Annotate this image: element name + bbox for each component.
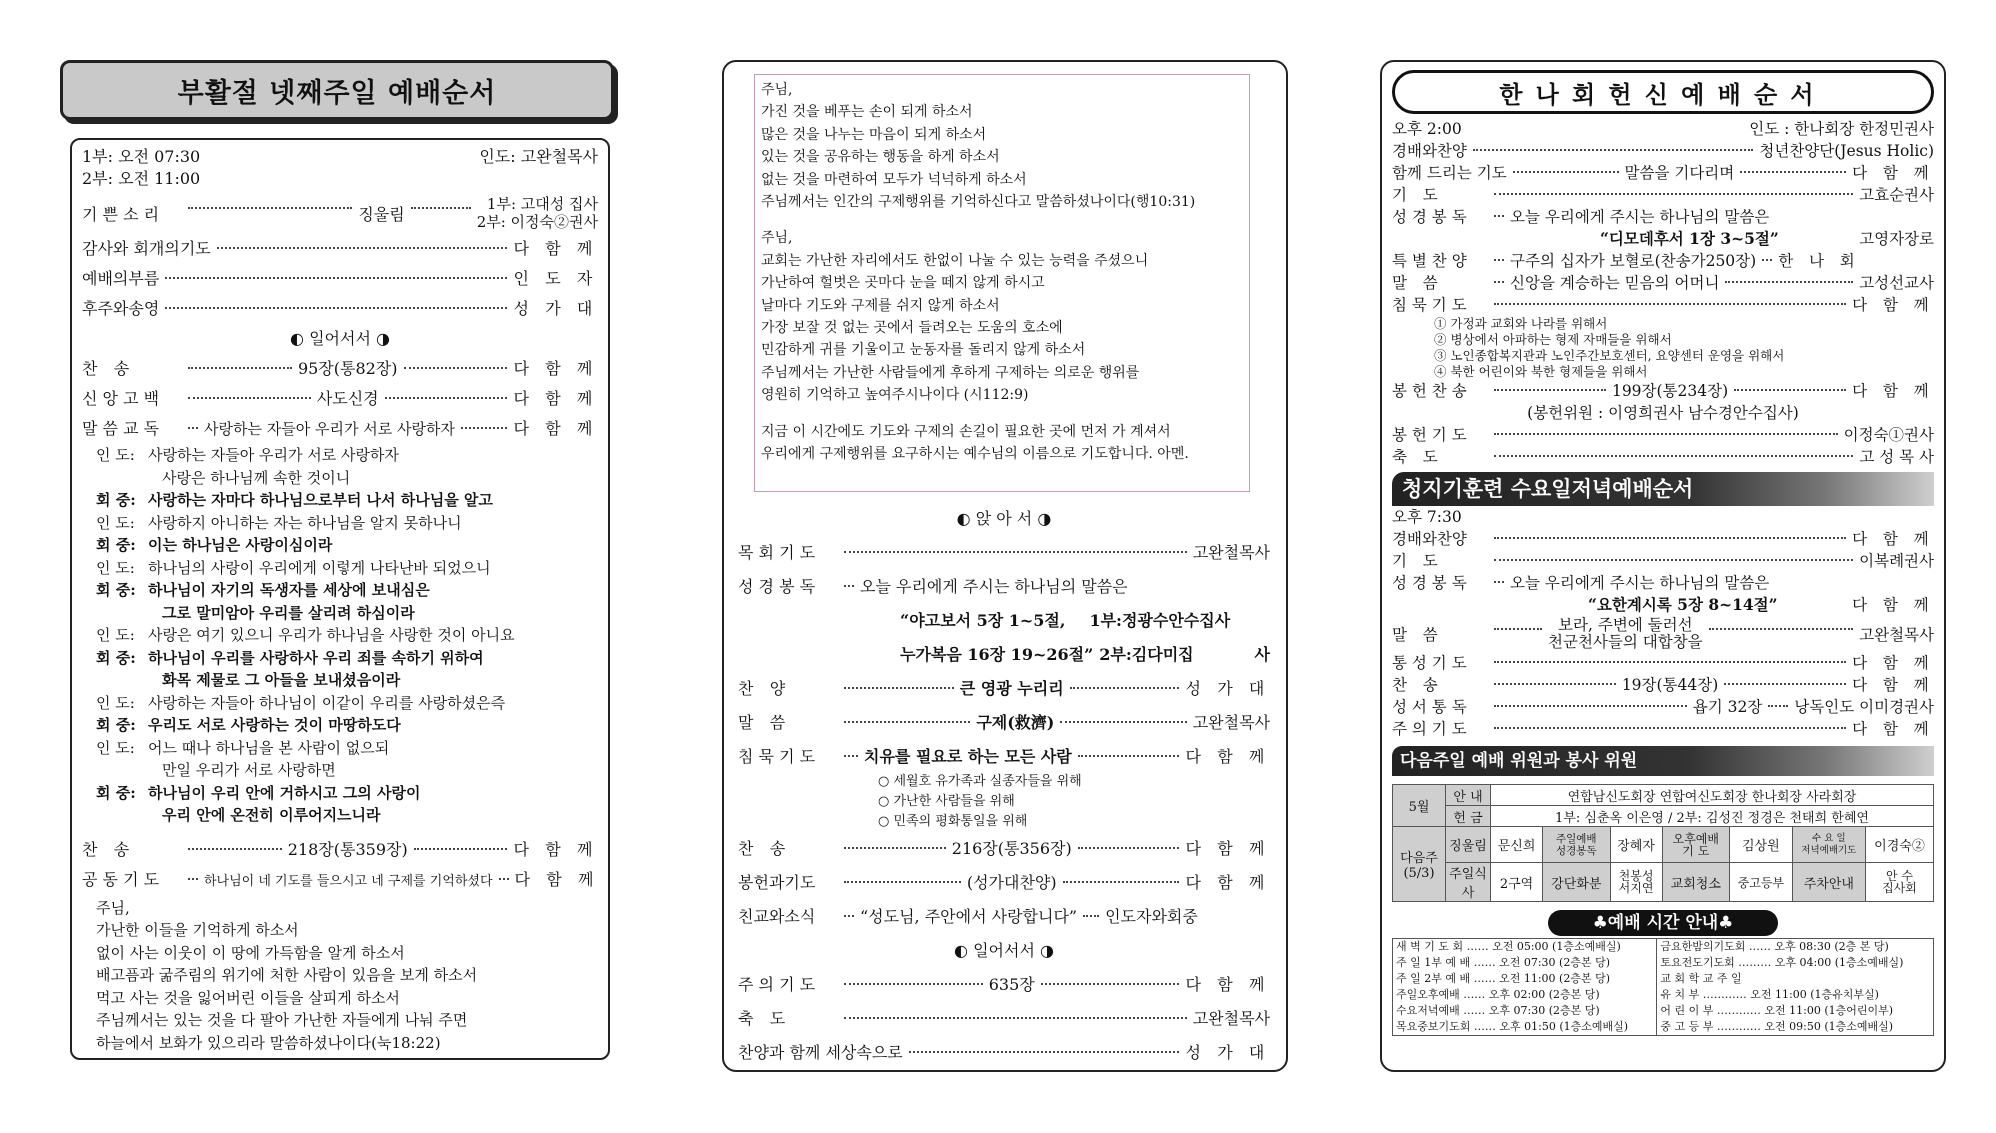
order-row: 통 성 기 도 다 함 께 [1392, 654, 1934, 672]
order-row: 봉헌과기도 (성가대찬양) 다 함 께 [738, 873, 1270, 892]
text-line: 많은 것을 나누는 마음이 되게 하소서 [761, 126, 987, 143]
stand-up-marker: ◐ 일어서서 ◑ [954, 941, 1054, 960]
text-line: 주님께서는 가난한 사람들에게 후하게 구제하는 의로운 행위를 [761, 364, 1140, 381]
service-times-table [1392, 938, 1934, 1036]
leader: 인도: 고완철목사 [479, 147, 598, 166]
order-row: 침 묵 기 도 치유를 필요로 하는 모든 사람 다 함 께 [738, 747, 1270, 766]
text-line: 가난하여 헐벗은 곳마다 눈을 떼지 않게 하시고 [761, 275, 1045, 292]
text-line: 어 린 이 부 ………… 오전 11:00 (1층어린이부) [1660, 1004, 1894, 1017]
order-row: 침 묵 기 도 다 함 께 [1392, 296, 1934, 314]
service-times-title: ♣예배 시간 안내♣ [1548, 910, 1778, 936]
silent-prayer-list [738, 772, 1270, 832]
order-row: 경배와찬양 청년찬양단(Jesus Holic) [1392, 142, 1934, 160]
order-row: 성 경 봉 독 오늘 우리에게 주시는 하나님의 말씀은 [738, 577, 1128, 596]
service-time-1: 1부: 오전 07:30 [82, 147, 201, 166]
text-line: 주님, [761, 82, 793, 98]
text-line: ○ 세월호 유가족과 실종자들을 위해 [878, 774, 1082, 789]
text-line: 우리에게 구제행위를 요구하시는 예수님의 이름으로 기도합니다. 아멘. [761, 446, 1189, 463]
text-line: 없는 것을 마련하여 모두가 넉넉하게 하소서 [761, 171, 1027, 188]
order-row: 주 의 기 도 다 함 께 [1392, 720, 1934, 738]
panel-prayer-and-order [722, 60, 1288, 1072]
order-row: 봉 헌 기 도 이정숙①권사 [1392, 426, 1934, 444]
hannah-title: 한나회헌신예배순서 [1392, 70, 1934, 114]
times-left-column [1393, 939, 1657, 1036]
order-row: 기 도 이복례권사 [1392, 552, 1934, 570]
text-line: ② 병상에서 아파하는 형제 자매들을 위해서 [1434, 332, 1672, 347]
page-title: 부활절 넷째주일 예배순서 [60, 60, 614, 120]
text-line [761, 213, 1243, 227]
text-line: ○ 가난한 사람들을 위해 [878, 794, 1015, 809]
text-line: 주님께서는 있는 것을 다 팔아 가난한 자들에게 나눠 주면 [96, 1011, 468, 1029]
responsive-line: 인 도: 사랑하는 자들아 우리가 서로 사랑하자 [96, 446, 399, 464]
order-row: 목 회 기 도 고완철목사 [738, 543, 1270, 562]
order-row: 축 도 고완철목사 [738, 1009, 1270, 1028]
order-row: 찬 양 큰 영광 누리리 성 가 대 [738, 679, 1270, 698]
order-row: 경배와찬양 다 함 께 [1392, 530, 1934, 548]
text-line: 민감하게 귀를 기울이고 눈동자를 돌리지 않게 하소서 [761, 342, 1086, 359]
responsive-line: 사랑은 하나님께 속한 것이니 [162, 468, 351, 487]
wednesday-service-banner: 청지기훈련 수요일저녁예배순서 [1392, 472, 1934, 506]
order-row: 특 별 찬 양 구주의 십자가 보혈로(찬송가250장) 한 나 회 [1392, 252, 1861, 270]
silent-prayer-list [1392, 316, 1934, 380]
text-line: 없이 사는 이웃이 이 땅에 가득함을 알게 하소서 [96, 943, 405, 962]
text-line: ① 가정과 교회와 나라를 위해서 [1434, 316, 1608, 331]
responsive-line: 우리 안에 온전히 이루어지느니라 [162, 806, 381, 824]
service-order-list [738, 502, 1270, 1070]
text-line: 중 고 등 부 ………… 오전 09:50 (1층소예배실) [1660, 1020, 1894, 1033]
order-row: 후주와송영 성 가 대 [82, 299, 598, 318]
sit-marker: ◐ 앉 아 서 ◑ [956, 509, 1052, 528]
text-line: 교회는 가난한 자리에서도 한없이 나눌 수 있는 능력을 주셨으니 [761, 252, 1149, 269]
order-row: 성 서 통 독 욥기 32장 낭독인도 이미경권사 [1392, 698, 1934, 716]
order-row: 찬 송 218장(통359장) 다 함 께 [82, 839, 599, 859]
text-line: 있는 것을 공유하는 행동을 하게 하소서 [761, 149, 1000, 166]
responsive-line: 인 도: 사랑하지 아니하는 자는 하나님을 알지 못하나니 [96, 513, 462, 532]
order-row: 함께 드리는 기도 말씀을 기다리며 다 함 께 [1392, 164, 1935, 182]
order-row: 기 도 고효순권사 [1392, 186, 1934, 204]
text-line: 금요한밤의기도회 …… 오후 08:30 (2층 본 당) [1660, 940, 1889, 953]
order-row: 말 씀 신앙을 계승하는 믿음의 어머니 고성선교사 [1392, 274, 1934, 292]
leader: 인도 : 한나회장 한정민권사 [1749, 120, 1934, 138]
text-line: 영원히 기억하고 높여주시나이다 (시112:9) [761, 387, 1029, 404]
responsive-line: 회 중: 하나님이 우리 안에 거하시고 그의 사랑이 [96, 783, 421, 802]
reading-row: “요한계시록 5장 8~14절” 다 함 께 [1588, 595, 1934, 614]
order-row: 찬 송 95장(통82장) 다 함 께 [82, 359, 598, 378]
order-row: 말 씀 보라, 주변에 둘러선 천군천사들의 대합창을 고완철목사 [1392, 616, 1934, 651]
prayer-box [754, 74, 1250, 492]
responsive-line: 인 도: 하나님의 사랑이 우리에게 이렇게 나타난바 되었으니 [96, 558, 491, 577]
text-line: 유 치 부 ………… 오전 11:00 (1층유치부실) [1660, 988, 1879, 1001]
text-line: 주일오후예배 …… 오후 02:00 (2층본 당) [1396, 988, 1600, 1001]
text-line: 새 벽 기 도 회 …… 오전 05:00 (1층소예배실) [1396, 940, 1621, 953]
service-time-2: 2부: 오전 11:00 [82, 169, 201, 188]
order-row: 축 도 고 성 목 사 [1392, 448, 1934, 466]
responsive-line: 회 중: 이는 하나님은 사랑이심이라 [96, 536, 333, 554]
text-line: ④ 북한 어린이와 북한 형제들을 위해서 [1434, 364, 1648, 379]
text-line: 날마다 기도와 구제를 쉬지 않게 하소서 [761, 297, 1000, 314]
stand-up-marker: ◐ 일어서서 ◑ [290, 329, 390, 348]
responsive-line: 만일 우리가 서로 사랑하면 [162, 761, 336, 779]
text-line: 하늘에서 보화가 있으리라 말씀하셨나이다(눅18:22) [96, 1033, 441, 1052]
next-week-banner: 다음주일 예배 위원과 봉사 위원 [1392, 746, 1934, 776]
text-line: 목요중보기도회 …… 오후 01:50 (1층소예배실) [1396, 1020, 1629, 1033]
order-row: 주 의 기 도 635장 다 함 께 [738, 975, 1271, 994]
offering-note: (봉헌위원 : 이영희권사 남수경안수집사) [1527, 404, 1799, 422]
text-line: ○ 민족의 평화통일을 위해 [878, 814, 1028, 829]
order-row: 친교와소식 “성도님, 주안에서 사랑합니다” 인도자와회중 [738, 907, 1198, 926]
order-row: 말 씀 구제(救濟) 고완철목사 [738, 713, 1270, 732]
responsive-line: 인 도: 어느 때나 하나님을 본 사람이 없으되 [96, 738, 390, 757]
text-line [761, 407, 1243, 421]
text-line: 토요전도기도회 ……… 오후 04:00 (1층소예배실) [1660, 956, 1904, 969]
reading-row: “디모데후서 1장 3~5절” 고영자장로 [1600, 229, 1934, 248]
text-line: 지금 이 시간에도 기도와 구제의 손길이 필요한 곳에 먼저 가 계셔서 [761, 423, 1171, 440]
responsive-line: 인 도: 사랑하는 자들아 하나님이 이같이 우리를 사랑하셨은즉 [96, 693, 506, 712]
order-row: 찬 송 216장(통356장) 다 함 께 [738, 839, 1271, 858]
order-row: 말 씀 교 독 사랑하는 자들아 우리가 서로 사랑하자 다 함 께 [82, 419, 598, 438]
order-row: 성 경 봉 독 오늘 우리에게 주시는 하나님의 말씀은 [1392, 574, 1770, 592]
order-row: 성 경 봉 독 오늘 우리에게 주시는 하나님의 말씀은 [1392, 208, 1770, 226]
responsive-line: 회 중: 하나님이 자기의 독생자를 세상에 보내심은 [96, 581, 430, 599]
text-line: 가진 것을 베푸는 손이 되게 하소서 [761, 104, 973, 121]
service-time: 오후 2:00 [1392, 120, 1462, 138]
order-row: 신 앙 고 백 사도신경 다 함 께 [82, 389, 598, 408]
times-right-column [1657, 939, 1934, 1036]
service-order-box [70, 138, 610, 1060]
order-row: 찬 송 19장(통44장) 다 함 께 [1392, 676, 1934, 694]
reading-row: “야고보서 5장 1~5절, 1부:정광수안수집사 [900, 611, 1231, 630]
text-line: 주님, [761, 230, 793, 247]
responsive-line: 화목 제물로 그 아들을 보내셨음이라 [162, 671, 401, 689]
panel-easter-service [60, 60, 624, 1072]
volunteer-table: 5월 안 내 연합남신도회장 연합여신도회장 한나회장 사라회장 헌 금 1부: 심춘옥 이은영 / 2부: 김성진 정경은 천태희 한혜연 다음주 (5/3) 징울림 문신희 주일예배 성경봉독 장혜자 오후예배 기 도 김상원 수 요 일 저녁예배기도 이경숙② 주일식사 2구역 강단화분 천봉성 서지연 교회청소 중고등부 주차안내 안 수 집사회 [1392, 784, 1934, 902]
reading-row: 누가복음 16장 19~26절” 2부:김다미집 사 [900, 645, 1270, 664]
text-line: 수요저녁예배 …… 오후 07:30 (2층본 당) [1396, 1004, 1600, 1017]
text-line: 가난한 이들을 기억하게 하소서 [96, 921, 299, 939]
responsive-line: 회 중: 우리도 서로 사랑하는 것이 마땅하도다 [96, 716, 401, 734]
text-line: 주 일 2부 예 배 …… 오전 11:00 (2층본 당) [1396, 972, 1611, 985]
service-time: 오후 7:30 [1392, 508, 1462, 526]
responsive-reading [82, 444, 598, 827]
responsive-line: 회 중: 하나님이 우리를 사랑하사 우리 죄를 속하기 위하여 [96, 648, 484, 667]
text-line: 배고픔과 굶주림의 위기에 처한 사람이 있음을 보게 하소서 [96, 966, 478, 984]
panel-hannah-service [1380, 60, 1946, 1072]
responsive-line: 그로 말미암아 우리를 살리려 하심이라 [162, 603, 415, 622]
order-row: 공 동 기 도 하나님이 네 기도를 들으시고 네 구제를 기억하셨다 다 함 께 [82, 869, 600, 889]
order-row: 기 쁜 소 리 징울림 1부: 고대성 집사 2부: 이정숙②권사 [82, 195, 598, 231]
text-line: 가장 보잘 것 없는 곳에서 들려오는 도움의 호소에 [761, 320, 1063, 337]
text-line: 교 회 학 교 주 일 [1660, 972, 1742, 985]
text-line: 주 일 1부 예 배 …… 오전 07:30 (2층본 당) [1396, 956, 1611, 969]
responsive-line: 인 도: 사랑은 여기 있으니 우리가 하나님을 사랑한 것이 아니요 [96, 626, 515, 644]
unison-prayer [82, 897, 598, 1055]
text-line: 주님, [96, 898, 130, 917]
order-row: 봉 헌 찬 송 199장(통234장) 다 함 께 [1392, 382, 1934, 400]
responsive-line: 회 중: 사랑하는 자마다 하나님으로부터 나서 하나님을 알고 [96, 491, 493, 509]
order-row: 예배의부름 인 도 자 [82, 269, 598, 288]
text-line: ③ 노인종합복지관과 노인주간보호센터, 요양센터 운영을 위해서 [1434, 348, 1785, 363]
order-row: 감사와 회개의기도 다 함 께 [82, 239, 598, 258]
text-line: 먹고 사는 것을 잃어버린 이들을 살피게 하소서 [96, 988, 400, 1007]
order-row: 찬양과 함께 세상속으로 성 가 대 [738, 1043, 1270, 1062]
text-line: 주님께서는 인간의 구제행위를 기억하신다고 말씀하셨나이다(행10:31) [761, 194, 1196, 211]
